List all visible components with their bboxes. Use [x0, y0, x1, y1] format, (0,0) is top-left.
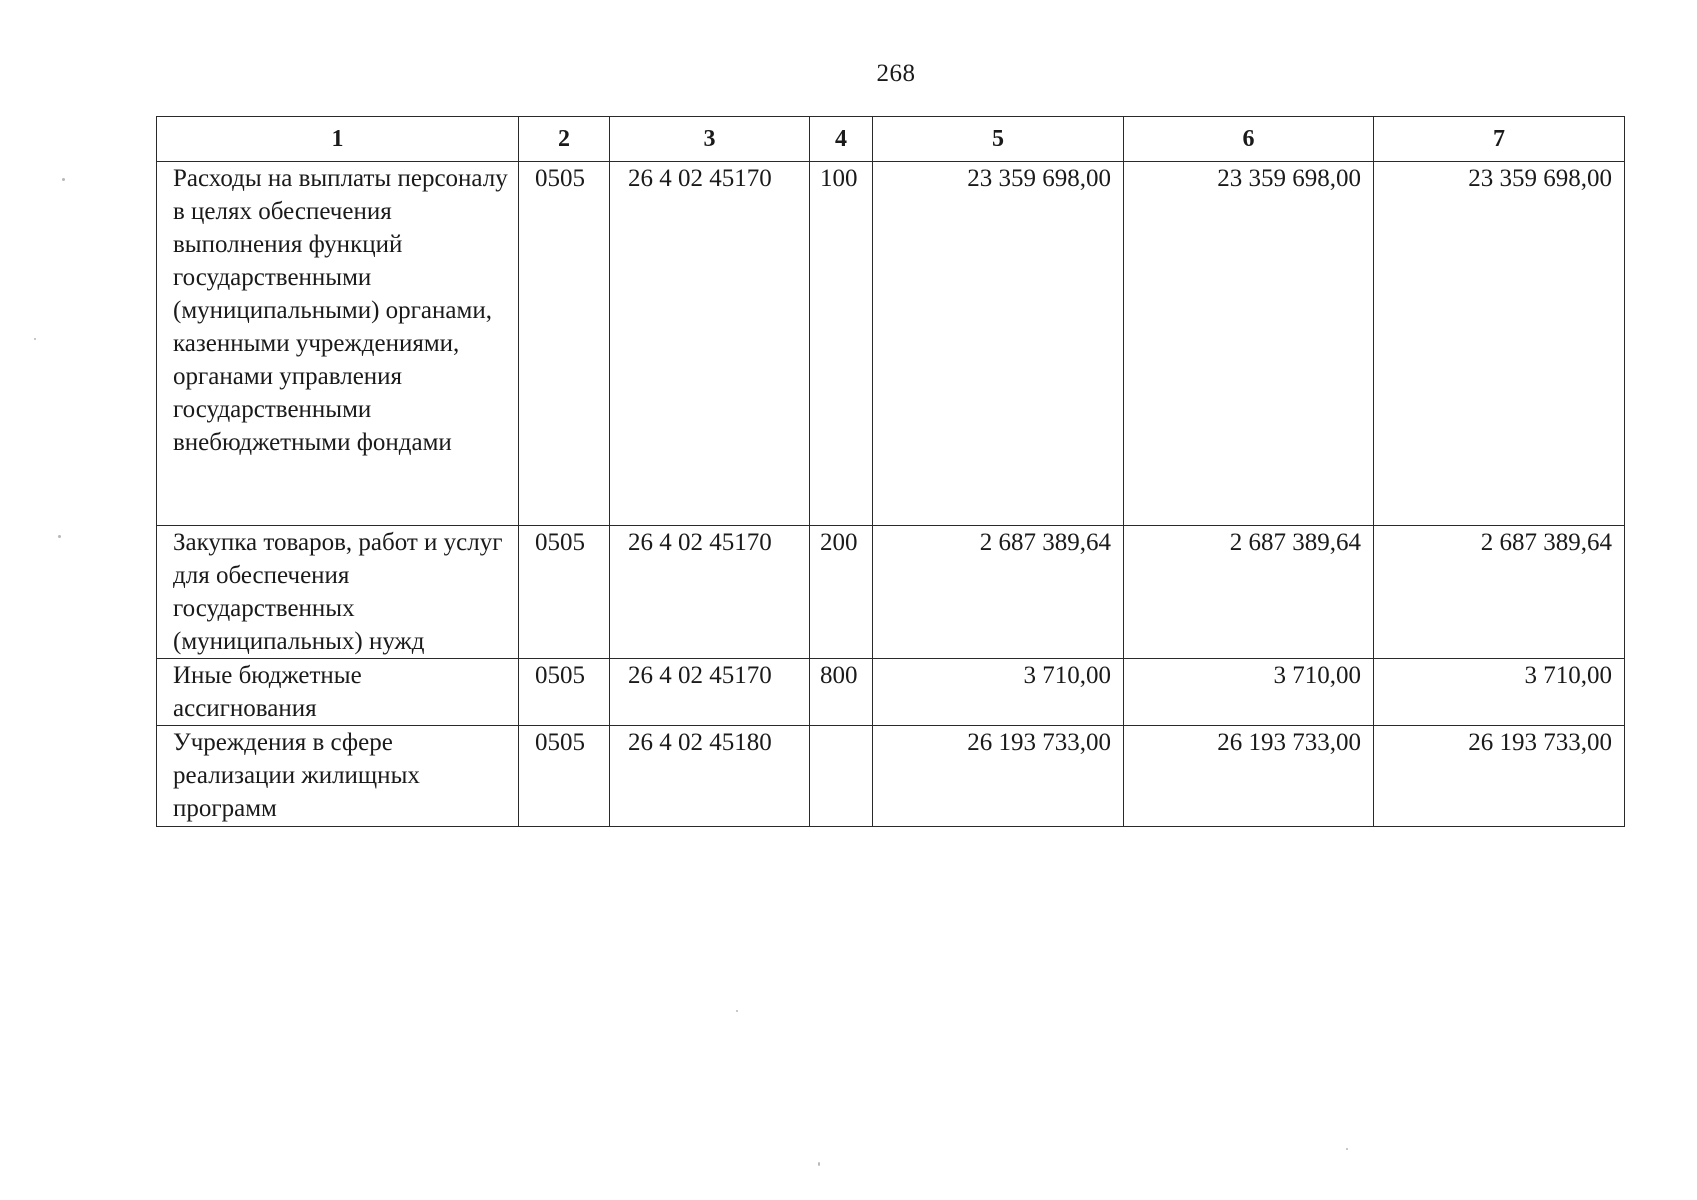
amount-cell: 23 359 698,00	[1124, 162, 1374, 526]
expense-type-cell: 100	[810, 162, 873, 526]
amount-cell: 2 687 389,64	[1124, 526, 1374, 659]
target-article-cell: 26 4 02 45170	[610, 526, 810, 659]
scan-speck	[62, 178, 65, 181]
column-header: 7	[1374, 117, 1625, 162]
table-row	[157, 726, 1625, 827]
expense-type-cell: 800	[810, 659, 873, 726]
amount-cell: 23 359 698,00	[873, 162, 1124, 526]
table-row	[157, 162, 1625, 526]
column-header: 6	[1124, 117, 1374, 162]
table-row	[157, 659, 1625, 726]
amount-cell: 26 193 733,00	[873, 726, 1124, 827]
target-article-cell: 26 4 02 45170	[610, 162, 810, 526]
target-article-cell: 26 4 02 45180	[610, 726, 810, 827]
section-code-cell: 0505	[519, 726, 610, 827]
scan-speck	[34, 338, 36, 340]
row-name-cell: Расходы на выплаты персоналу в целях обеспечения выполнения функций государственными (муниципальными) органами, казенными учреждениями, органами управления государственными внебюджетными фондами	[157, 162, 519, 526]
amount-cell: 3 710,00	[1124, 659, 1374, 726]
row-name-cell: Учреждения в сфере реализации жилищных программ	[157, 726, 519, 827]
expense-type-cell	[810, 726, 873, 827]
row-name-cell: Иные бюджетные ассигнования	[157, 659, 519, 726]
column-header: 4	[810, 117, 873, 162]
expense-type-cell: 200	[810, 526, 873, 659]
scan-speck	[736, 1010, 738, 1012]
amount-cell: 3 710,00	[1374, 659, 1625, 726]
target-article-cell: 26 4 02 45170	[610, 659, 810, 726]
table-row	[157, 526, 1625, 659]
column-header: 1	[157, 117, 519, 162]
column-header: 3	[610, 117, 810, 162]
column-header: 5	[873, 117, 1124, 162]
section-code-cell: 0505	[519, 526, 610, 659]
amount-cell: 2 687 389,64	[1374, 526, 1625, 659]
scan-speck	[818, 1162, 820, 1166]
table-header-row	[157, 117, 1625, 162]
amount-cell: 26 193 733,00	[1124, 726, 1374, 827]
page-number: 268	[876, 60, 916, 87]
amount-cell: 23 359 698,00	[1374, 162, 1625, 526]
scan-speck	[1346, 1148, 1348, 1150]
amount-cell: 26 193 733,00	[1374, 726, 1625, 827]
column-header: 2	[519, 117, 610, 162]
budget-table	[156, 116, 1625, 827]
amount-cell: 2 687 389,64	[873, 526, 1124, 659]
scan-speck	[58, 535, 61, 538]
row-name-cell: Закупка товаров, работ и услуг для обеспечения государственных (муниципальных) нужд	[157, 526, 519, 659]
section-code-cell: 0505	[519, 659, 610, 726]
section-code-cell: 0505	[519, 162, 610, 526]
amount-cell: 3 710,00	[873, 659, 1124, 726]
